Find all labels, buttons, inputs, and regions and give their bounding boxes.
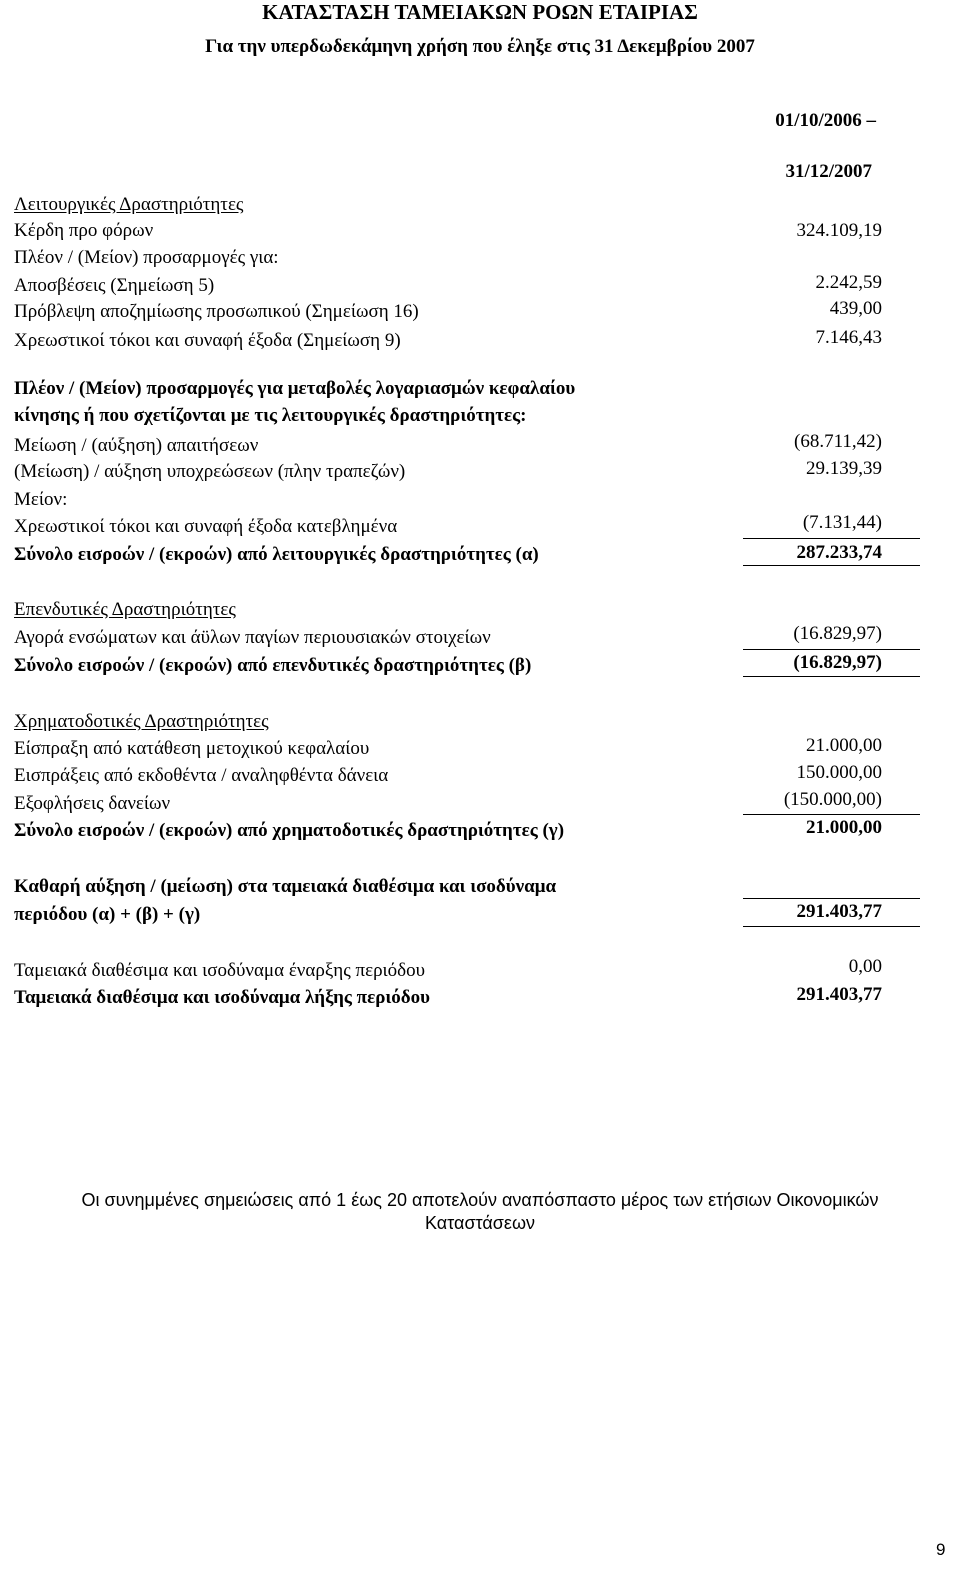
opening-cash-value: 0,00 bbox=[848, 956, 882, 977]
repay-value: (150.000,00) bbox=[783, 789, 882, 810]
total-rule bbox=[743, 926, 920, 927]
subtotal-rule bbox=[743, 649, 920, 650]
loans-label: Εισπράξεις από εκδοθέντα / αναληφθέντα δάνεια bbox=[14, 765, 389, 786]
capital-value: 21.000,00 bbox=[806, 735, 882, 756]
repay-label: Εξοφλήσεις δανείων bbox=[14, 793, 171, 814]
period-header-line2: 31/12/2007 bbox=[785, 161, 872, 182]
working-capital-heading-line2: κίνησης ή που σχετίζονται με τις λειτουργικές δραστηριότητες: bbox=[14, 405, 527, 426]
less-label: Μείον: bbox=[14, 489, 68, 510]
investing-total-value: (16.829,97) bbox=[793, 652, 882, 673]
profit-value: 324.109,19 bbox=[796, 220, 882, 241]
depreciation-label: Αποσβέσεις (Σημείωση 5) bbox=[14, 275, 215, 296]
document-subtitle: Για την υπερδωδεκάμηνη χρήση που έληξε στις 31 Δεκεμβρίου 2007 bbox=[205, 36, 755, 57]
investing-total-label: Σύνολο εισροών / (εκροών) από επενδυτικές δραστηριότητες (β) bbox=[14, 655, 532, 676]
provision-value: 439,00 bbox=[829, 298, 882, 319]
capital-label: Είσπραξη από κατάθεση μετοχικού κεφαλαίου bbox=[14, 738, 370, 759]
interest-paid-label: Χρεωστικοί τόκοι και συναφή έξοδα κατεβλημένα bbox=[14, 516, 398, 537]
document-title: ΚΑΤΑΣΤΑΣΗ ΤΑΜΕΙΑΚΩΝ ΡΟΩΝ ΕΤΑΙΡΙΑΣ bbox=[262, 0, 698, 24]
receivables-value: (68.711,42) bbox=[794, 431, 882, 452]
interest-value: 7.146,43 bbox=[815, 327, 882, 348]
footer-note-line1: Οι συνημμένες σημειώσεις από 1 έως 20 αποτελούν αναπόσπαστο μέρος των ετήσιων Οικονομικών bbox=[81, 1190, 879, 1210]
subtotal-rule bbox=[743, 814, 920, 815]
receivables-label: Μείωση / (αύξηση) απαιτήσεων bbox=[14, 435, 259, 456]
payables-label: (Μείωση) / αύξηση υποχρεώσεων (πλην τραπεζών) bbox=[14, 461, 406, 482]
page-number: 9 bbox=[936, 1540, 946, 1559]
opening-cash-label: Ταμειακά διαθέσιμα και ισοδύναμα έναρξης περιόδου bbox=[14, 960, 426, 981]
total-rule bbox=[743, 565, 920, 566]
purchase-label: Αγορά ενσώματων και άϋλων παγίων περιουσιακών στοιχείων bbox=[14, 627, 491, 648]
purchase-value: (16.829,97) bbox=[793, 623, 882, 644]
net-change-value: 291.403,77 bbox=[796, 901, 882, 922]
operating-total-label: Σύνολο εισροών / (εκροών) από λειτουργικές δραστηριότητες (α) bbox=[14, 544, 539, 565]
financing-total-label: Σύνολο εισροών / (εκροών) από χρηματοδοτικές δραστηριότητες (γ) bbox=[14, 820, 565, 841]
profit-label: Κέρδη προ φόρων bbox=[14, 220, 154, 241]
adjust-label: Πλέον / (Μείον) προσαρμογές για: bbox=[14, 247, 279, 268]
financing-heading: Χρηματοδοτικές Δραστηριότητες bbox=[14, 711, 269, 732]
depreciation-value: 2.242,59 bbox=[815, 272, 882, 293]
net-change-label-line1: Καθαρή αύξηση / (μείωση) στα ταμειακά διαθέσιμα και ισοδύναμα bbox=[14, 876, 557, 897]
closing-cash-value: 291.403,77 bbox=[796, 984, 882, 1005]
loans-value: 150.000,00 bbox=[796, 762, 882, 783]
total-rule bbox=[743, 676, 920, 677]
subtotal-rule bbox=[743, 898, 920, 899]
financing-total-value: 21.000,00 bbox=[806, 817, 882, 838]
interest-label: Χρεωστικοί τόκοι και συναφή έξοδα (Σημείωση 9) bbox=[14, 330, 401, 351]
footer-note-line2: Καταστάσεων bbox=[424, 1213, 535, 1233]
closing-cash-label: Ταμειακά διαθέσιμα και ισοδύναμα λήξης περιόδου bbox=[14, 987, 430, 1008]
operating-total-value: 287.233,74 bbox=[796, 542, 882, 563]
period-header-line1: 01/10/2006 – bbox=[775, 110, 876, 131]
payables-value: 29.139,39 bbox=[806, 458, 882, 479]
subtotal-rule bbox=[743, 538, 920, 539]
net-change-label-line2: περιόδου (α) + (β) + (γ) bbox=[14, 904, 201, 925]
interest-paid-value: (7.131,44) bbox=[802, 512, 882, 533]
provision-label: Πρόβλεψη αποζημίωσης προσωπικού (Σημείωση 16) bbox=[14, 301, 419, 322]
working-capital-heading-line1: Πλέον / (Μείον) προσαρμογές για μεταβολές λογαριασμών κεφαλαίου bbox=[14, 378, 576, 399]
operating-heading: Λειτουργικές Δραστηριότητες bbox=[14, 194, 244, 215]
investing-heading: Επενδυτικές Δραστηριότητες bbox=[14, 599, 236, 620]
